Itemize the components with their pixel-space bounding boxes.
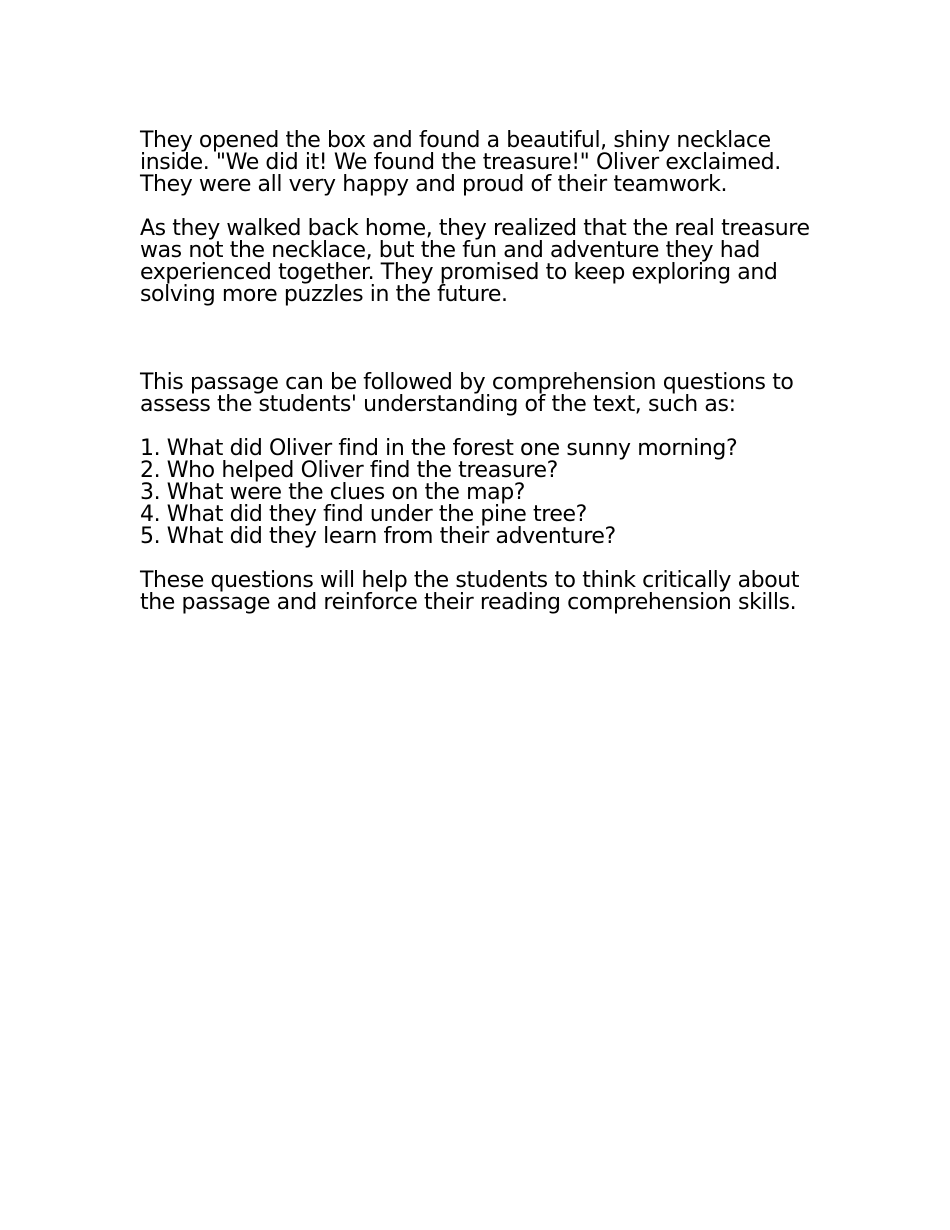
- paragraph-spacer: [140, 548, 820, 570]
- story-paragraph-1: They opened the box and found a beautiful, shiny necklace inside. "We did it! We found the treasure!" Oliver exclaimed. They were all very happy and proud of their teamwork.: [140, 128, 781, 197]
- questions-intro: This passage can be followed by comprehension questions to assess the students' understanding of the text, such as:: [140, 370, 794, 417]
- question-item: 5. What did they learn from their adventure?: [140, 524, 616, 549]
- paragraph-spacer: [140, 196, 820, 218]
- question-item: 3. What were the clues on the map?: [140, 480, 526, 505]
- question-item: 1. What did Oliver find in the forest one sunny morning?: [140, 436, 738, 461]
- section-spacer: [140, 306, 820, 372]
- document-body: [140, 130, 820, 614]
- paragraph-spacer: [140, 416, 820, 438]
- story-paragraph-2: As they walked back home, they realized that the real treasure was not the necklace, but the fun and adventure they had experienced together. They promised to keep exploring and solving more puzzles in the future.: [140, 216, 810, 307]
- question-item: 4. What did they find under the pine tree?: [140, 502, 587, 527]
- question-item: 2. Who helped Oliver find the treasure?: [140, 458, 558, 483]
- question-list: [140, 438, 820, 548]
- closing-paragraph: These questions will help the students to think critically about the passage and reinforce their reading comprehension skills.: [140, 568, 800, 615]
